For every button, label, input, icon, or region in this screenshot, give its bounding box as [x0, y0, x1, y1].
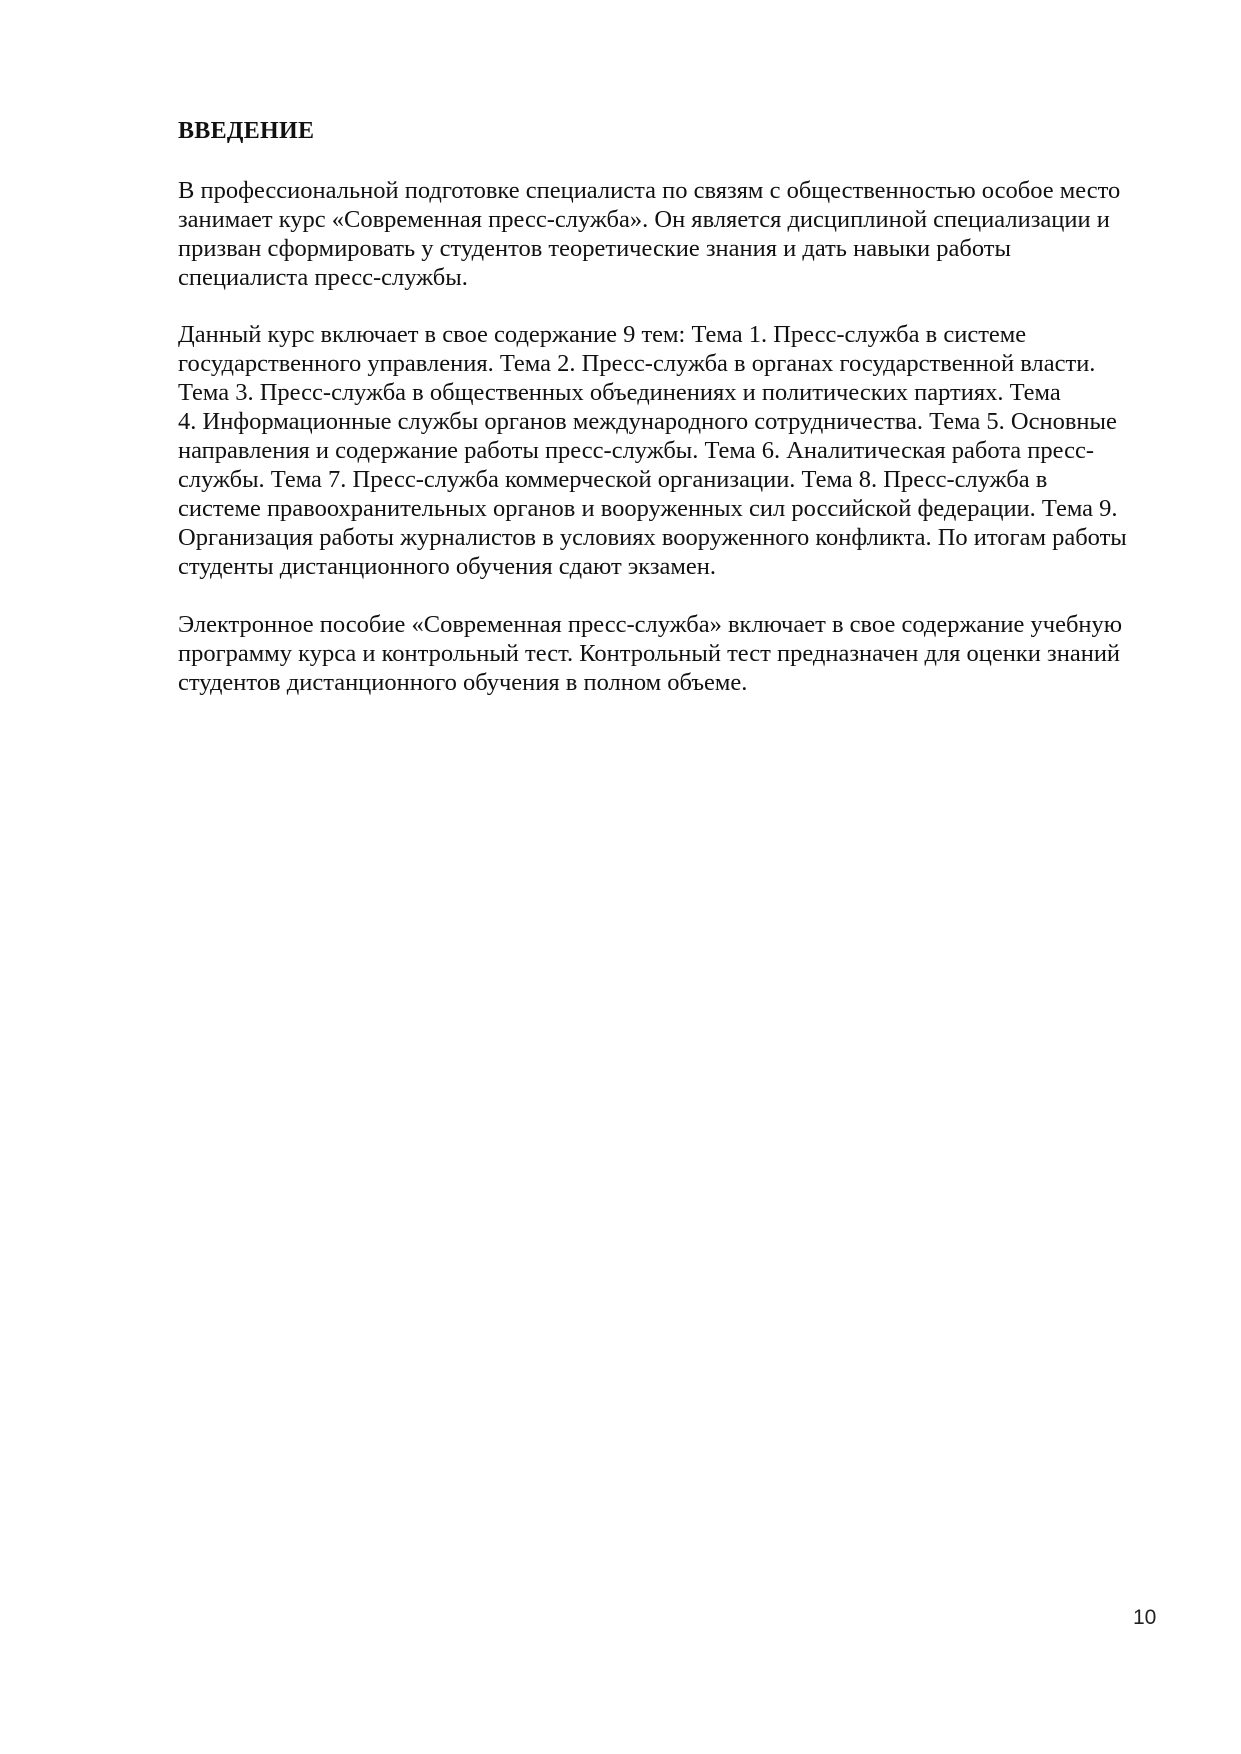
- text-line: студенты дистанционного обучения сдают экзамен.: [178, 553, 717, 580]
- text-line: специалиста пресс-службы.: [178, 264, 468, 291]
- paragraph-topics: [178, 320, 1178, 581]
- paragraph-intro: [178, 176, 1178, 292]
- text-line: направления и содержание работы пресс-службы. Тема 6. Аналитическая работа пресс-: [178, 437, 1095, 464]
- paragraph-manual: [178, 610, 1178, 697]
- text-line: В профессиональной подготовке специалиста по связям с общественностью особое место: [178, 177, 1121, 204]
- text-line: Данный курс включает в свое содержание 9 тем: Тема 1. Пресс-служба в системе: [178, 321, 1027, 348]
- text-line: Электронное пособие «Современная пресс-служба» включает в свое содержание учебную: [178, 611, 1123, 638]
- text-line: системе правоохранительных органов и вооруженных сил российской федерации. Тема 9.: [178, 495, 1118, 522]
- text-line: Организация работы журналистов в условиях вооруженного конфликта. По итогам работы: [178, 524, 1127, 551]
- text-line: призван сформировать у студентов теоретические знания и дать навыки работы: [178, 235, 1011, 262]
- page-number: 10: [1133, 1606, 1157, 1629]
- text-line: службы. Тема 7. Пресс-служба коммерческой организации. Тема 8. Пресс-служба в: [178, 466, 1048, 493]
- text-line: государственного управления. Тема 2. Пресс-служба в органах государственной власти.: [178, 350, 1096, 377]
- text-line: 4. Информационные службы органов международного сотрудничества. Тема 5. Основные: [178, 408, 1117, 435]
- page-heading: ВВЕДЕНИЕ: [178, 118, 315, 144]
- text-line: студентов дистанционного обучения в полном объеме.: [178, 669, 748, 696]
- text-line: программу курса и контрольный тест. Контрольный тест предназначен для оценки знаний: [178, 640, 1121, 667]
- text-line: занимает курс «Современная пресс-служба». Он является дисциплиной специализации и: [178, 206, 1110, 233]
- text-line: Тема 3. Пресс-служба в общественных объединениях и политических партиях. Тема: [178, 379, 1061, 406]
